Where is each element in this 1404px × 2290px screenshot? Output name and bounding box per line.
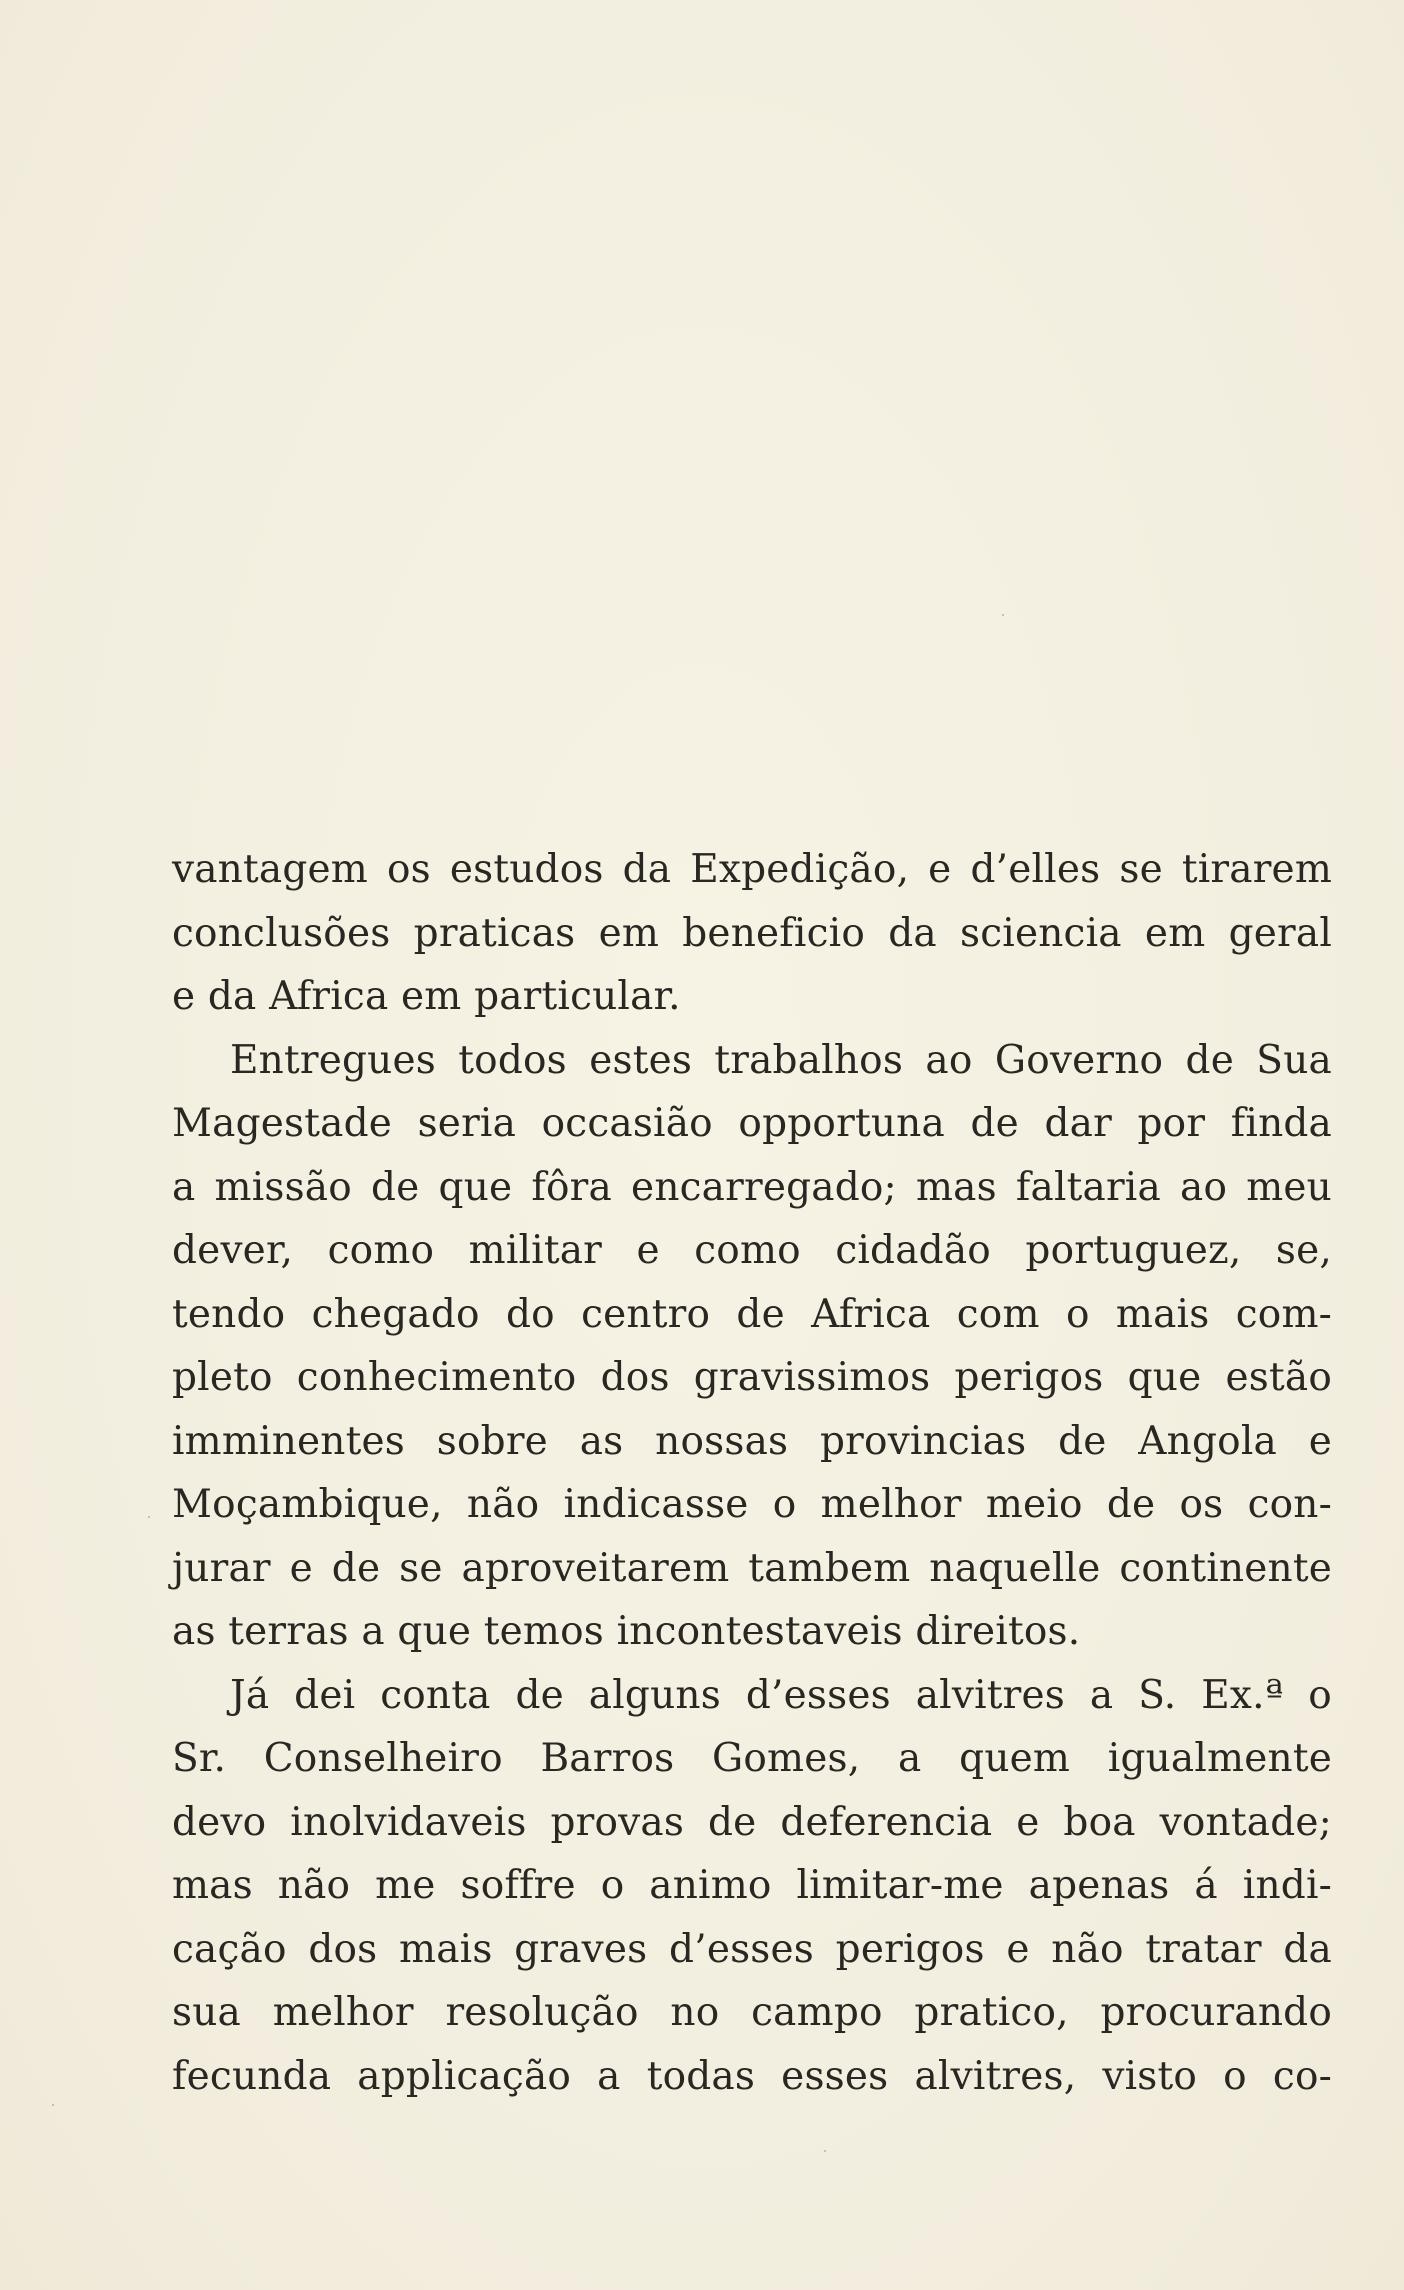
text-line: pleto conhecimento dos gravissimos perigos que estão xyxy=(172,1355,1332,1400)
text-line: dever, como militar e como cidadão portuguez, se, xyxy=(172,1228,1332,1273)
text-line: imminentes sobre as nossas provincias de Angola e xyxy=(172,1418,1332,1464)
paper-speck xyxy=(1002,614,1004,616)
text-line: fecunda applicação a todas esses alvitres, visto o co- xyxy=(172,2053,1332,2099)
text-line: Já dei conta de alguns d’esses alvitres a S. Ex.ª o xyxy=(230,1672,1332,1718)
text-line: a missão de que fôra encarregado; mas faltaria ao meu xyxy=(172,1164,1332,1210)
text-line: mas não me soffre o animo limitar-me apenas á indi- xyxy=(172,1863,1332,1908)
text-line: Entregues todos estes trabalhos ao Governo de Sua xyxy=(230,1037,1332,1083)
text-line: cação dos mais graves d’esses perigos e não tratar da xyxy=(172,1926,1332,1972)
text-line: vantagem os estudos da Expedição, e d’elles se tirarem xyxy=(172,847,1332,892)
text-line: tendo chegado do centro de Africa com o mais com- xyxy=(172,1291,1332,1337)
text-line: e da Africa em particular. xyxy=(172,974,681,1019)
text-line: conclusões praticas em beneficio da sciencia em geral xyxy=(172,910,1332,956)
text-line: Magestade seria occasião opportuna de dar por finda xyxy=(172,1101,1332,1146)
text-line: as terras a que temos incontestaveis direitos. xyxy=(172,1609,1081,1654)
paper-speck xyxy=(824,2150,826,2152)
paper-speck xyxy=(52,2104,54,2106)
text-line: devo inolvidaveis provas de deferencia e boa vontade; xyxy=(172,1799,1332,1845)
text-line: Sr. Conselheiro Barros Gomes, a quem igualmente xyxy=(172,1736,1332,1781)
text-line: jurar e de se aproveitarem tambem naquelle continente xyxy=(172,1545,1332,1591)
text-line: sua melhor resolução no campo pratico, procurando xyxy=(172,1990,1332,2035)
body-text xyxy=(172,838,1332,2108)
text-line: Moçambique, não indicasse o melhor meio de os con- xyxy=(172,1482,1332,1527)
paper-speck xyxy=(148,1516,150,1518)
